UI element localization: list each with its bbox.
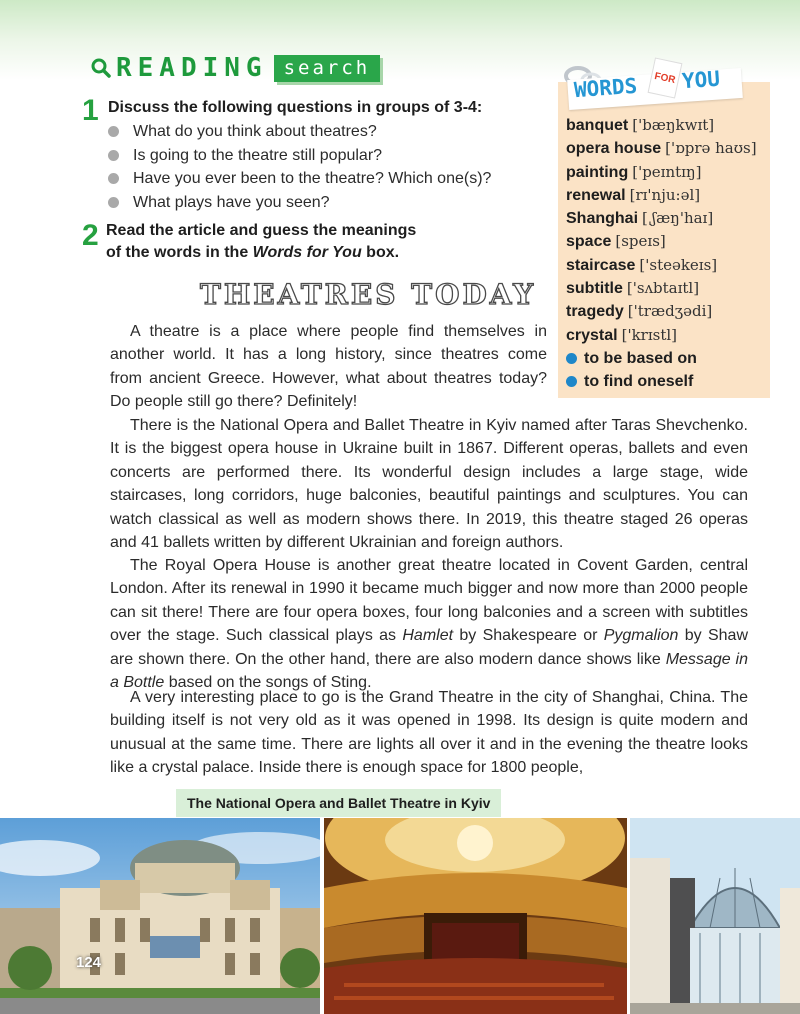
phrase-item: to find oneself: [566, 370, 757, 393]
list-item: staircase ['steəkeɪs]: [566, 255, 718, 274]
article-paragraph-1: A theatre is a place where people find themselves in another world. It has a long history, since theatres come from ancient Greece. However, what about theatres today? Do people still go there? Definitely!: [110, 323, 547, 411]
list-item: painting ['peɪntɪŋ]: [566, 162, 702, 181]
vocabulary-list: [566, 114, 757, 394]
bullet-icon: [108, 126, 119, 137]
list-item: Have you ever been to the theatre? Which one(s)?: [108, 167, 491, 191]
photo-caption: The National Opera and Ballet Theatre in Kyiv: [176, 789, 501, 817]
list-item: renewal [rɪ'nju:əl]: [566, 185, 701, 204]
list-item: subtitle ['sʌbtaɪtl]: [566, 279, 700, 298]
bullet-icon: [108, 150, 119, 161]
list-item: What plays have you seen?: [108, 191, 491, 215]
list-item: space [speɪs]: [566, 232, 666, 251]
bullet-icon: [108, 197, 119, 208]
royal-opera-house-photo: [630, 818, 800, 1014]
article-paragraph-2: There is the National Opera and Ballet Theatre in Kyiv named after Taras Shevchenko. It is the biggest opera house in Ukraine built in 1867. Different operas, ballets and even concerts are performed there. Its wonderful design includes a large stage, wide staircases, long corridors, huge balconies, beautiful paintings and sculptures. You can watch classical as well as modern shows there. In 2019, this theatre staged 26 operas and 41 ballets written by different Ukrainian and foreign authors.: [110, 417, 748, 552]
phrase-item: to be based on: [566, 347, 757, 370]
bullet-icon: [108, 173, 119, 184]
words-for-you-title: WORDS FOR YOU: [556, 56, 746, 106]
article-paragraph-4: A very interesting place to go is the Grand Theatre in the city of Shanghai, China. The building itself is not very old as it was opened in 1998. Its design is quite modern and unusual at the same time. There are lights all over it and in the evening the theatre looks like a crystal palace. Inside there is enough space for 1800 people,: [110, 689, 748, 777]
list-item: opera house ['ɒprə haʊs]: [566, 139, 757, 158]
theatre-hall-photo: [324, 818, 627, 1014]
task-1-number: 1: [82, 94, 99, 127]
page-number: 124: [76, 954, 102, 971]
bullet-icon: [566, 376, 577, 387]
article-title: THEATRES TODAY: [200, 278, 537, 311]
list-item: crystal ['krɪstl]: [566, 325, 678, 344]
task-2-number: 2: [82, 219, 99, 252]
list-item: tragedy ['trædʒədi]: [566, 302, 713, 321]
reading-title: READING: [116, 53, 268, 83]
list-item: Is going to the theatre still popular?: [108, 144, 491, 168]
reading-search-header: [88, 53, 380, 83]
search-tag: search: [274, 55, 381, 82]
magnifier-icon: [88, 54, 116, 82]
task-2-instruction: Read the article and guess the meanings of the words in the Words for You box.: [106, 222, 417, 261]
bullet-icon: [566, 353, 577, 364]
list-item: What do you think about theatres?: [108, 120, 491, 144]
list-item: Shanghai [ˌʃæŋ'haɪ]: [566, 209, 714, 228]
task-1-instruction: Discuss the following questions in groups of 3-4:: [108, 99, 483, 116]
kyiv-opera-photo: [0, 818, 320, 1014]
question-list: [108, 120, 491, 214]
list-item: banquet ['bæŋkwɪt]: [566, 116, 715, 134]
article-paragraph-3: The Royal Opera House is another great theatre located in Covent Garden, central London. After its renewal in 1990 it became much bigger and now more than 2000 people can sit there! There are four opera boxes, four long balconies and a screen with subtitles over the stage. Such classical plays as Hamlet by Shakespeare or Pygmalion by Shaw are shown there. On the other hand, there are also modern dance shows like Message in a Bottle based on the songs of Sting.: [110, 557, 749, 692]
